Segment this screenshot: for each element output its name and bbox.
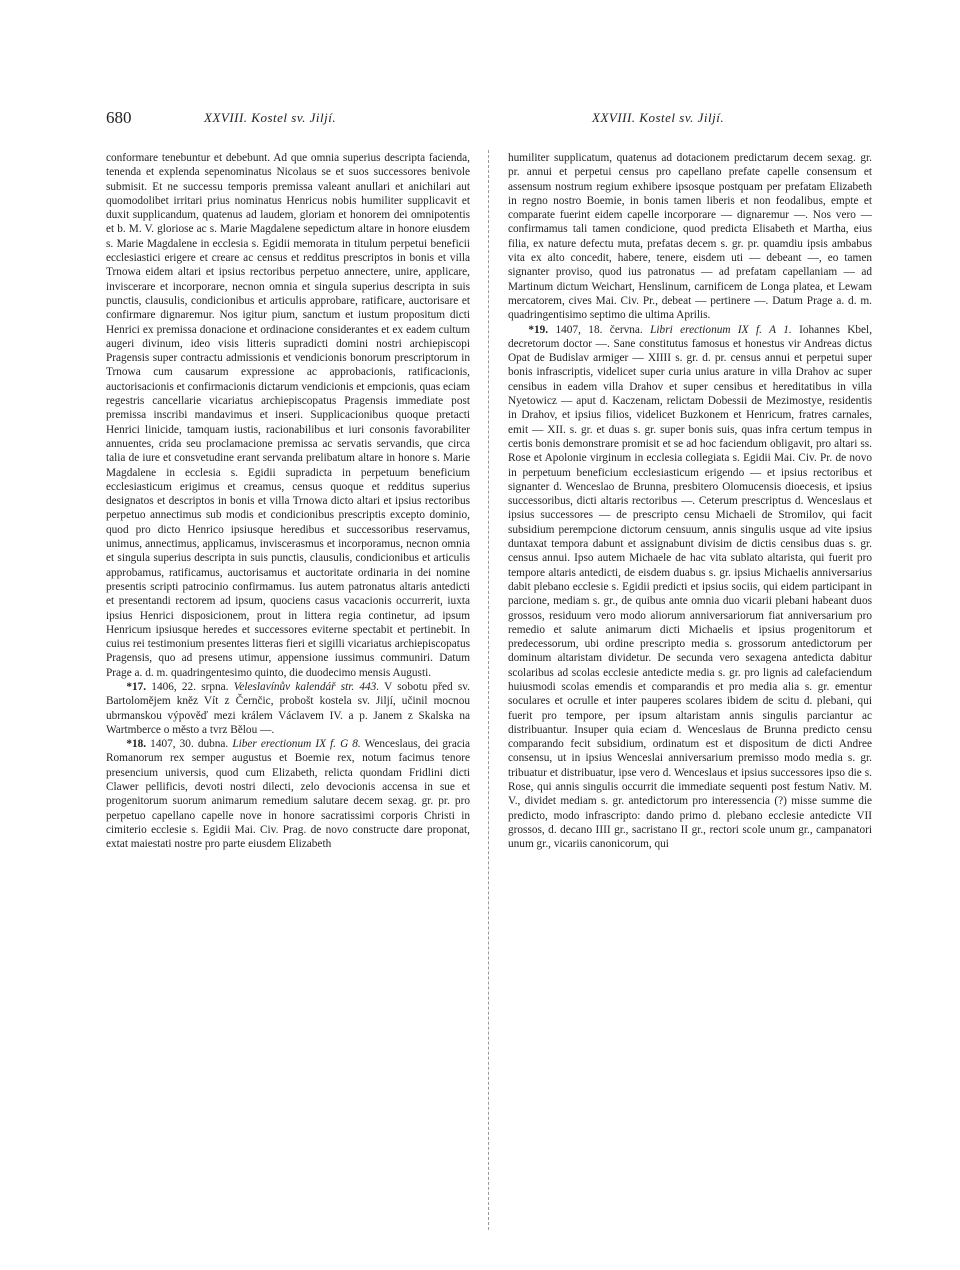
- entry-date: 1407, 30. dubna.: [150, 738, 229, 751]
- entry-19: [508, 323, 872, 852]
- continued-text: conformare tenebuntur et debebunt. Ad que omnia superius descripta facienda, tenenda et explenda sepenominatus Nicolaus se et suos successores benivole submisit. Et ne successu temporis premissa valeant anullari et anichilari aut quomodolibet irritari prius nominatus Henricus nobis humiliter supplicavit et duxit supplicandum, quatenus ad laudem, gloriam et honorem dei omnipotentis et b. M. V. gloriose ac s. Marie Magdalene sepedictum altare in honore eiusdem s. Marie Magdalene in ecclesia s. Egidii memorata in titulum perpetui beneficii ecclesiastici erigere et creare ac census et redditus prescriptos in bonis et villa Trnowa eidem altari et ipsius rectoribus perpetuo annectere, unire, applicare, inviscerare et incorporare, necnon omnia et singula superius descripta in suis punctis, clausulis, condicionibus et articulis approbare, ratificare, auctorisare et confirmare dignaremur. Nos igitur pium, sanctum et iustum propositum dicti Henrici ex premissa donacione et ordinacione considerantes et ex eadem cultum augeri divinum, ideo visis litteris supradicti domini nostri archiepiscopi Pragensis super contractu admissionis et vendicionis bonorum prescriptorum in Trnowa cum causarum expressione ac approbacionis, ratificacionis, auctorisacionis et confirmacionis dictarum vendicionis et empcionis, quas eciam regestris cancellarie vicariatus archiepiscopatus Pragensis immediate post premissa inscribi mandavimus et inseri. Supplicacionibus quoque pretacti Henrici linicide, tamquam iustis, racionabilibus et iuri consonis favorabiliter annuentes, crida seu proclamacione premissa ac servatis servandis, que circa talia de iure et consvetudine erant servanda prelibatum altare in honore s. Marie Magdalene in ecclesia s. Egidii supradicta in perpetuum beneficium ecclesiasticum erigimus et creamus, census quoque et redditus superius designatos et descriptos in bonis et villa Trnowa dicto altari et ipsius rectoribus perpetuo annectimus sub modis et condicionibus prescriptis excepto dominio, quod pro dicto Henrico ipsiusque heredibus et successoribus reservamus, unimus, annectimus, applicamus, inviscerasmus et incorporamus, necnon omnia et singula superius descripta in suis punctis, clausulis, condicionibus et articulis approbamus, ratificamus, auctorisamus et auctoritate ordinaria in dei nomine presentis scripti patrocinio confirmamus. Ius autem patronatus altaris antedicti et presentandi rectorem ad ipsum, quociens casus vacacionis occurrerit, iuxta ipsius Henrici disposicionem, prout in littera regia continetur, ad ipsum Henricum ipsiusque heredes et successores eviterne spectabit et pertinebit. In cuius rei testimonium presentes litteras fieri et sigilli vicariatus archiepiscopatus Pragensis, quo ad presens utimur, appensione iussimus communiri. Datum Prage a. d. m. quadringentesimo quinto, die duodecimo mensis Augusti.: [106, 152, 470, 679]
- entry-date: 1407, 18. června.: [555, 323, 643, 336]
- column-divider: [488, 150, 490, 1230]
- entry-18: [106, 737, 470, 851]
- page-number: 680: [106, 108, 132, 127]
- entry-text: V sobotu před sv. Bartolomějem kněz Vít z Černčic, probošt kostela sv. Jiljí, učinil mocnou ubrmanskou výpověď mezi králem Václavem IV. a p. Janem z Skalska na Wartmberce o město a tvrz Bělou —.: [106, 680, 470, 736]
- continued-text: humiliter supplicatum, quatenus ad dotacionem predictarum decem sexag. gr. pr. annui et perpetui census pro capellano prefate capelle consensum et assensum nostrum regium exhibere ipsosque postquam per prefatam Elizabeth in regno nostro Boemie, in bonis tamen liberis et non feodalibus, empte et comparate fuerint eidem capelle incorporare — dignaremur —. Nos vero — confirmamus tali tamen condicione, quod predicta Elisabeth et Martha, eius filia, ex nature defectu muta, prefatas decem s. gr. pr. quamdiu ipsis ambabus vita ex alto concedit, habere, tenere, eisdem uti — debeant —, eo tamen signanter proviso, quod ius patronatus — ad prefatam capellaniam — ad Martinum dictum Weichart, Henslinum, carnificem de Longa platea, et Lewam mercatorem, cives Mai. Civ. Pr., debeat — pertinere —. Datum Prage a. d. m. quadringentisimo septimo die ultima Aprilis.: [508, 152, 872, 322]
- page-header: [106, 108, 866, 132]
- entry-text: Iohannes Kbel, decretorum doctor —. Sane constitutus famosus et honestus vir Andreas dictus Opat de Budislav armiger — XIIII s. gr. d. pr. census annui et perpetui super bonis infrascriptis, videlicet super curia unius arature in villa Drahov ac super censibus in eadem villa Drahov et super censibus et hereditatibus in villa Nyetowicz — aput d. Kaczenam, relictam Dobessii de Mezimostye, residentis in Drahov, et ipsius filios, videlicet Buzkonem et Henricum, fratres carnales, emit — XII. s. gr. et duas s. gr. super bonis suis, quas infra certum tempus in certis bonis demonstrare promisit et se ad hoc faciendum obligavit, pro altari ss. Rose et Apolonie virginum in ecclesia collegiata s. Egidii Mai. Civ. Pr. de novo in perpetuum beneficium ecclesiasticum erigendo — et ipsius rectoribus et signanter d. Wenceslao de Brunna, presbitero Olomucensis dioecesis, et ipsius successoribus, dicti altaris rectoribus —. Ceterum prescriptus d. Wenceslaus et ipsius successores — de prescripto censu Michaeli de Stromilov, qui facit subsidium perempcione dictorum censuum, annis singulis usque ad vite ipsius duntaxat tempora dabunt et assignabunt divisim de dictis censibus duas s. gr. census annui. Ipso autem Michaele de hac vita sublato altarista, qui fuerit pro tempore altaris antedicti, de eisdem duabus s. gr. ipsius Michaelis anniversarius dabit plebano ecclesie s. Egidii predicti et ipsius sociis, qui eidem participant in parcione, mediam s. gr., de quibus ante omnia duo vicarii plebani habeant duos grossos, residuum vero modo aliorum anniversariorum fiat anniversarium pro remedio et salute animarum dicti Michaelis et ipsius progenitorum et predecessorum, ubi ordine prescripto media s. grossorum antedictorum per dominum altaristam dividetur. De secunda vero sexagena antedicta dabitur scolaribus ad scolas ecclesie antedicte media s. gr. pro lignis ad calefaciendum huiusmodi scolas emendis et comparandis et pro media alia s. gr. ementur soculares et ocrulle et inter pauperes scolares ibidem de scitu d. plebani, qui fuerit pro tempore, per ipsum altaristam annis singulis parciantur ac distribuantur. Insuper quia eciam d. Wenceslaus de Brunna predicto censu comparando fecit subsidium, ordinatum est et dispositum de dicti Andree consensu, ut in ipsius Wenceslai anniversarium premisso modo media s. gr. tribuatur et distribuatur, ipse vero d. Wenceslaus et ipsius successores ipso die s. Rose, qui annis singulis occurrit die immediate sequenti post festum Nativ. M. V., dividet mediam s. gr. antedictorum pro interessencia (?) misse summe die predicto, modo infrascripto: dando primo d. plebano ecclesie antedicte VII grossos, d. decano IIII gr., sacristano II gr., rectori scole unum gr., campanatori unum gr., vicariis canonicorum, qui: [508, 323, 872, 851]
- entry-source: Veleslavínův kalendář str. 443.: [233, 680, 380, 693]
- running-head-left: XXVIII. Kostel sv. Jiljí.: [204, 110, 337, 125]
- entry-source: Libri erectionum IX f. A 1.: [650, 323, 792, 336]
- entry-17: [106, 680, 470, 737]
- running-head-right: XXVIII. Kostel sv. Jiljí.: [592, 110, 725, 125]
- entry-number: *17.: [126, 680, 147, 693]
- entry-date: 1406, 22. srpna.: [151, 680, 229, 693]
- right-column: [508, 151, 872, 1241]
- entry-source: Liber erectionum IX f. G 8.: [232, 738, 361, 751]
- entry-number: *18.: [126, 738, 147, 751]
- entry-text: Wenceslaus, dei gracia Romanorum rex semper augustus et Boemie rex, notum facimus tenore presencium universis, quod cum Elizabeth, relicta quondam Fridlini dicti Clawer pellificis, devoti nostri dilecti, zelo devocionis accensa in sue et progenitorum suorum animarum remedium salutare decem sexag. gr. pr. pro perpetuo capellano capelle nove in honore sacratissimi corporis Christi in cimiterio ecclesie s. Egidii Mai. Civ. Prag. de novo constructe dare proponat, extat maiestati nostre pro parte eiusdem Elizabeth: [106, 738, 470, 851]
- left-column: [106, 151, 470, 1241]
- entry-number: *19.: [528, 323, 549, 336]
